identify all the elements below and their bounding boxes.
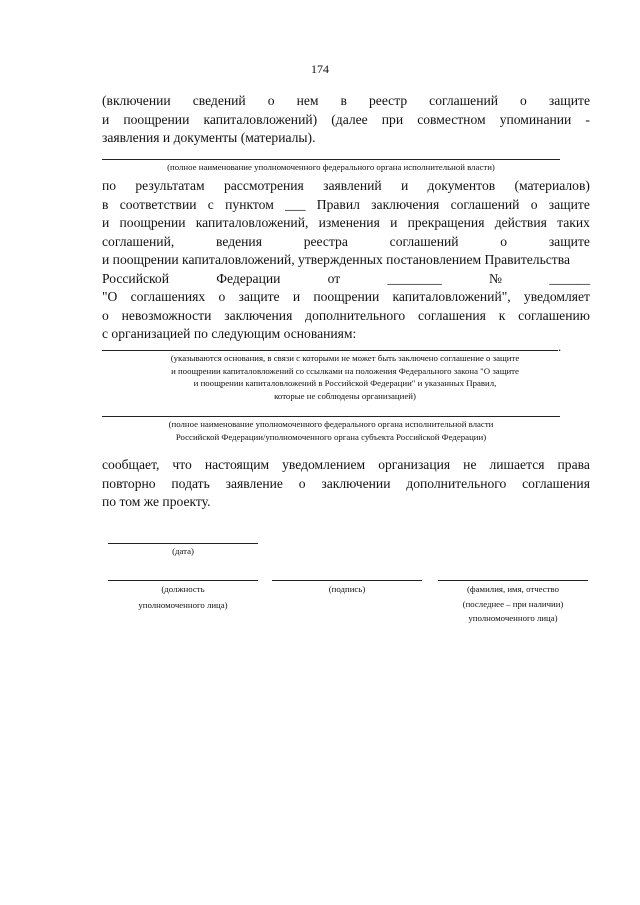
- full-name-caption-line-1: (фамилия, имя, отчество: [467, 584, 559, 594]
- full-name-caption-line-2: (последнее – при наличии): [462, 598, 564, 609]
- word: уведомляет: [523, 289, 590, 304]
- word: документов: [427, 178, 496, 193]
- word: и: [400, 178, 409, 193]
- word: повторно: [102, 475, 156, 491]
- word: и: [390, 215, 398, 230]
- grounds-line-dot: .: [558, 339, 562, 354]
- authority-caption-line-1: (полное наименование уполномоченного федерального органа исполнительной власти: [168, 419, 494, 429]
- word: защите: [548, 93, 590, 108]
- word: капиталовложений): [203, 111, 318, 127]
- word: -: [585, 111, 590, 127]
- body-line-5: и поощрении капиталовложений, утвержденных постановлением Правительства: [102, 252, 571, 267]
- word: соглашения: [418, 307, 486, 323]
- word: результатам: [135, 178, 205, 193]
- position-line: [108, 580, 258, 581]
- federal-body-line: [102, 159, 560, 160]
- closing-line-2: [102, 475, 590, 494]
- word: и: [102, 111, 110, 127]
- word: "О: [102, 289, 118, 304]
- word: заявлений: [323, 178, 382, 193]
- position-caption: [98, 583, 268, 611]
- word: Российской: [102, 270, 169, 286]
- word: сведений: [192, 93, 246, 108]
- word: о: [267, 93, 275, 108]
- page-number: 174: [311, 62, 329, 76]
- body-line-2: [102, 196, 590, 215]
- word: (далее: [331, 111, 368, 127]
- grounds-caption-line-4: которые не соблюдены организацией): [274, 390, 416, 401]
- word: не: [463, 457, 477, 472]
- word: соглашений: [389, 233, 459, 249]
- word: дополнительного: [406, 475, 507, 491]
- word: о: [298, 475, 306, 491]
- word: реестра: [303, 233, 348, 249]
- closing-line-1: [102, 456, 590, 475]
- word: Правил: [316, 196, 360, 212]
- word: о: [102, 307, 109, 323]
- position-caption-line-2: уполномоченного лица): [138, 599, 228, 610]
- word: подать: [171, 475, 210, 491]
- word: о: [520, 93, 527, 108]
- word: пунктом: [225, 196, 274, 212]
- word: от: [327, 270, 341, 286]
- word: поощрении: [123, 111, 190, 127]
- word: права: [557, 457, 590, 472]
- word: по: [102, 178, 117, 193]
- word: таких: [557, 215, 590, 230]
- word: соглашений,: [102, 233, 175, 249]
- word: о: [500, 233, 508, 249]
- full-name-caption: [428, 583, 598, 625]
- word: ________: [387, 270, 442, 286]
- word: с: [207, 196, 214, 212]
- word: невозможности: [121, 307, 212, 323]
- word: при: [381, 111, 404, 127]
- word: организация: [378, 457, 451, 472]
- word: совместном: [417, 111, 486, 127]
- grounds-caption-line-3: и поощрении капиталовложений в Российской Федерации" и указанных Правил,: [193, 378, 497, 389]
- word: о: [530, 196, 538, 212]
- word: о: [218, 289, 226, 304]
- word: защите: [548, 233, 590, 249]
- word: дополнительного: [305, 307, 406, 323]
- word: поощрении: [119, 215, 186, 230]
- word: соответствии: [119, 196, 197, 212]
- authority-caption-line-2: Российской Федерации/уполномоченного органа субъекта Российской Федерации): [175, 431, 487, 442]
- intro-line-3: заявления и документы (материалы).: [102, 130, 316, 145]
- word: что: [172, 457, 192, 472]
- body-line-6: [102, 270, 590, 289]
- grounds-caption-line-1: (указываются основания, в связи с которыми не может быть заключено соглашение о защите: [170, 353, 520, 363]
- position-caption-line-1: (должность: [161, 584, 205, 594]
- word: реестр: [368, 93, 408, 108]
- word: защите: [548, 196, 590, 212]
- body-line-7: [102, 288, 590, 307]
- word: заявление: [225, 475, 283, 491]
- word: соглашению: [518, 307, 590, 323]
- grounds-caption: [140, 352, 550, 402]
- word: ведения: [216, 233, 262, 249]
- word: соглашения: [522, 475, 590, 491]
- word: рассмотрения: [223, 178, 304, 193]
- word: настоящим: [204, 457, 270, 472]
- word: уведомлением: [282, 457, 366, 472]
- word: в: [340, 93, 347, 108]
- word: и: [102, 215, 110, 230]
- word: и: [292, 289, 301, 304]
- word: соглашениях: [130, 289, 206, 304]
- word: (материалов): [514, 178, 590, 193]
- word: заключения: [224, 307, 293, 323]
- word: к: [498, 307, 506, 323]
- intro-line-2: [102, 111, 590, 130]
- word: действия: [494, 215, 547, 230]
- body-line-4: [102, 233, 590, 252]
- word: сообщает,: [102, 457, 160, 472]
- word: защите: [238, 289, 280, 304]
- word: прекращения: [407, 215, 485, 230]
- grounds-line: [102, 350, 558, 351]
- word: №: [489, 270, 502, 286]
- date-line: [108, 543, 258, 544]
- full-name-caption-line-3: уполномоченного лица): [468, 613, 558, 624]
- authority-caption: [102, 418, 560, 443]
- federal-body-caption: (полное наименование уполномоченного федерального органа исполнительной власти): [167, 162, 495, 172]
- word: упоминании: [499, 111, 572, 127]
- signature-line: [272, 580, 422, 581]
- date-caption: (дата): [172, 546, 194, 556]
- full-name-line: [438, 580, 588, 581]
- body-line-9: с организацией по следующим основаниям:: [102, 326, 357, 341]
- word: соглашений: [450, 196, 520, 212]
- word: заключения: [371, 196, 440, 212]
- word: Федерации: [216, 270, 281, 286]
- word: в: [102, 196, 109, 212]
- grounds-caption-line-2: и поощрении капиталовложений со ссылками на положения Федерального закона "О защите: [171, 365, 519, 376]
- word: капиталовложений,: [195, 215, 309, 230]
- closing-line-3: по том же проекту.: [102, 494, 211, 509]
- body-line-1: [102, 177, 590, 196]
- signature-caption: (подпись): [328, 584, 366, 594]
- intro-line-1: [102, 92, 590, 111]
- word: ___: [285, 196, 306, 212]
- word: заключении: [321, 475, 391, 491]
- word: нем: [296, 93, 319, 108]
- word: (включении: [102, 93, 171, 108]
- word: капиталовложений",: [392, 289, 511, 304]
- body-line-3: [102, 214, 590, 233]
- word: поощрении: [313, 289, 380, 304]
- word: изменения: [318, 215, 380, 230]
- authority-line: [102, 416, 560, 417]
- word: лишается: [489, 457, 545, 472]
- word: соглашений: [429, 93, 499, 108]
- word: ______: [549, 270, 590, 286]
- body-line-8: [102, 307, 590, 326]
